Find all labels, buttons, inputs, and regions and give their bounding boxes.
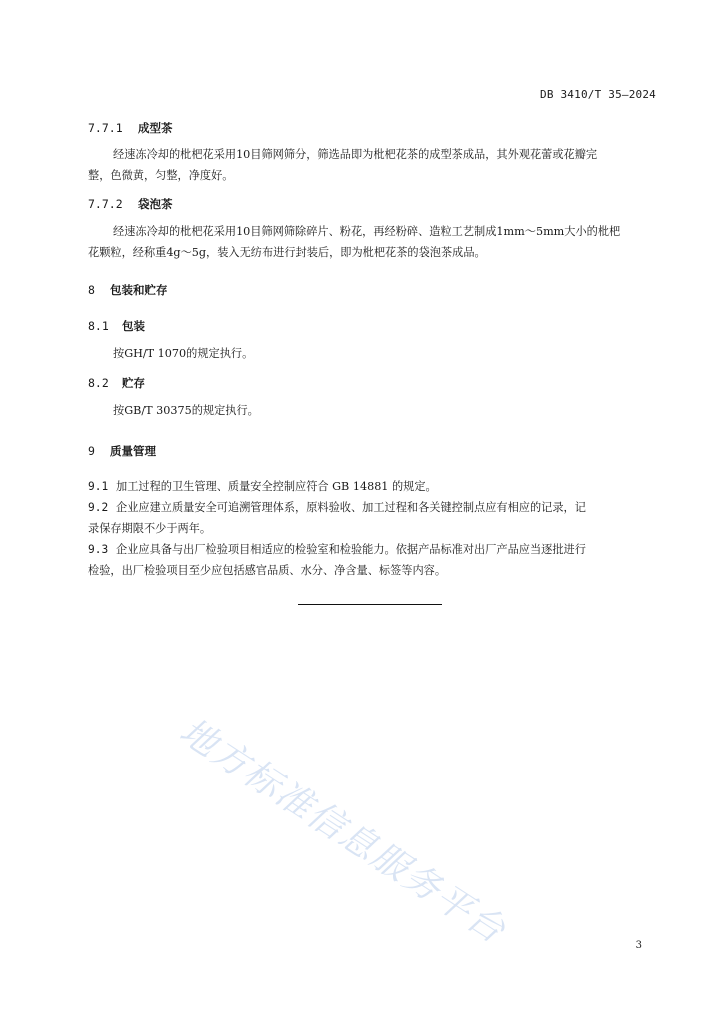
section-number: 8.1 — [88, 319, 109, 333]
text-line: 按GB/T 30375的规定执行。 — [113, 404, 259, 417]
clause-text: 加工过程的卫生管理、质量安全控制应符合 GB 14881 的规定。 — [116, 480, 437, 493]
text-line: 录保存期限不少于两年。 — [88, 522, 212, 535]
text-line: 花颗粒，经称重4g～5g，装入无纺布进行封装后，即为枇杷花茶的袋泡茶成品。 — [88, 246, 486, 259]
section-heading-8-2 — [88, 375, 145, 391]
clause-9-3 — [88, 539, 656, 581]
clause-number: 9.1 — [88, 480, 109, 493]
clause-9-2 — [88, 497, 656, 539]
section-title: 贮存 — [122, 376, 146, 390]
section-title: 成型茶 — [138, 121, 173, 135]
section-heading-7-7-2 — [88, 196, 173, 212]
paragraph-7-7-1 — [88, 144, 656, 186]
clause-text: 企业应建立质量安全可追溯管理体系，原料验收、加工过程和各关键控制点应有相应的记录，记 — [116, 501, 586, 514]
paragraph-7-7-2 — [88, 221, 656, 263]
document-code: DB 3410/T 35—2024 — [540, 88, 656, 101]
section-title: 袋泡茶 — [138, 197, 173, 211]
section-heading-8-1 — [88, 318, 145, 334]
text-line: 经速冻冷却的枇杷花采用10目筛网筛分，筛选品即为枇杷花茶的成型茶成品，其外观花蕾或花瓣完 — [113, 148, 598, 161]
paragraph-8-1 — [88, 343, 656, 364]
end-rule — [298, 604, 442, 605]
section-title: 包装 — [122, 319, 146, 333]
text-line: 按GH/T 1070的规定执行。 — [113, 347, 254, 360]
watermark: 地方标准信息服务平台 — [172, 710, 514, 953]
section-heading-9 — [88, 443, 156, 459]
section-title: 质量管理 — [110, 444, 157, 458]
text-line: 检验，出厂检验项目至少应包括感官品质、水分、净含量、标签等内容。 — [88, 564, 447, 577]
section-number: 8 — [88, 283, 95, 297]
section-heading-7-7-1 — [88, 120, 173, 136]
page-number: 3 — [635, 940, 642, 951]
text-line — [88, 539, 656, 560]
clause-9-1 — [88, 476, 656, 497]
clause-text: 企业应具备与出厂检验项目相适应的检验室和检验能力。依据产品标准对出厂产品应当逐批进行 — [116, 543, 586, 556]
text-line — [88, 497, 656, 518]
clause-number: 9.2 — [88, 501, 109, 514]
text-line: 经速冻冷却的枇杷花采用10目筛网筛除碎片、粉花，再经粉碎、造粒工艺制成1mm～5mm大小的枇杷 — [113, 225, 621, 238]
section-number: 7.7.2 — [88, 197, 123, 211]
clause-number: 9.3 — [88, 543, 109, 556]
text-line — [88, 476, 656, 497]
section-number: 9 — [88, 444, 95, 458]
section-title: 包装和贮存 — [110, 283, 168, 297]
section-number: 7.7.1 — [88, 121, 123, 135]
text-line: 整，色微黄，匀整，净度好。 — [88, 169, 234, 182]
section-heading-8 — [88, 282, 168, 298]
section-number: 8.2 — [88, 376, 109, 390]
paragraph-8-2 — [88, 400, 656, 421]
